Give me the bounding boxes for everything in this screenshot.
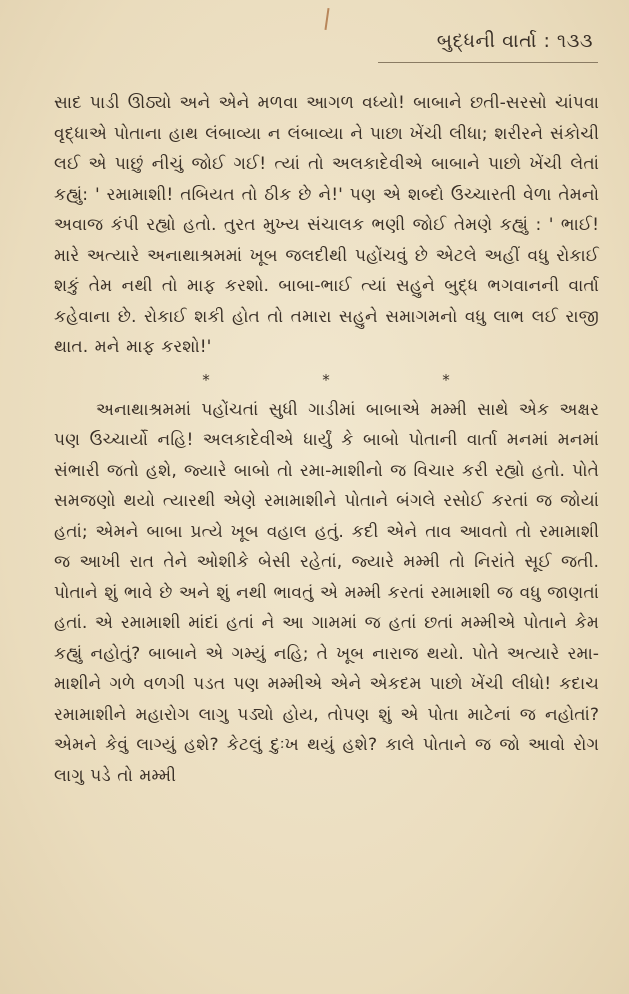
separator-star: * — [442, 370, 450, 389]
running-header: બુદ્ધની વાર્તા : ૧૩૩ — [436, 30, 593, 52]
ink-mark — [324, 8, 329, 30]
separator-star: * — [202, 370, 210, 389]
paragraph-continued: સાદ પાડી ઊઠ્યો અને એને મળવા આગળ વધ્યો! બાબાને છતી-સરસો ચાંપવા વૃદ્ધાએ પોતાના હાથ લંબાવ્યા ન લંબાવ્યા ને પાછા ખેંચી લીધા; શરીરને સંકોચી લઈ એ પાછું નીચું જોઈ ગઈ! ત્યાં તો અલકાદેવીએ બાબાને પાછો ખેંચી લેતાં કહ્યું: ' રમામાશી! તબિયત તો ઠીક છે ને!' પણ એ શબ્દો ઉચ્ચારતી વેળા તેમનો અવાજ કંપી રહ્યો હતો. તુરત મુખ્ય સંચાલક ભણી જોઈ તેમણે કહ્યું : ' ભાઈ! મારે અત્યારે અનાથાશ્રમમાં ખૂબ જલદીથી પહોંચવું છે એટલે અહીં વધુ રોકાઈ શકું તેમ નથી તો માફ કરશો. બાબા-ભાઈ ત્યાં સહુને બુદ્ધ ભગવાનની વાર્તા કહેવાના છે. રોકાઈ શકી હોત તો તમારા સહુને સમાગમનો વધુ લાભ લઈ રાજી થાત. મને માફ કરશો!' — [54, 93, 599, 357]
header-rule — [378, 62, 598, 63]
body-text — [54, 88, 599, 791]
paragraph: અનાથાશ્રમમાં પહોંચતાં સુધી ગાડીમાં બાબાએ મમ્મી સાથે એક અક્ષર પણ ઉચ્ચાર્યો નહિ! અલકાદેવીએ ધાર્યું કે બાબો પોતાની વાર્તા મનમાં મનમાં સંભારી જતો હશે, જ્યારે બાબો તો રમા-માશીનો જ વિચાર કરી રહ્યો હતો. પોતે સમજણો થયો ત્યારથી એણે રમામાશીને પોતાને બંગલે રસોઈ કરતાં જ જોયાં હતાં; એમને બાબા પ્રત્યે ખૂબ વહાલ હતું. કદી એને તાવ આવતો તો રમામાશી જ આખી રાત તેને ઓશીકે બેસી રહેતાં, જ્યારે મમ્મી તો નિરાંતે સૂઈ જતી. પોતાને શું ભાવે છે અને શું નથી ભાવતું એ મમ્મી કરતાં રમામાશી જ વધુ જાણતાં હતાં. એ રમામાશી માંદાં હતાં ને આ ગામમાં જ હતાં છતાં મમ્મીએ પોતાને કેમ કહ્યું નહોતું? બાબાને એ ગમ્યું નહિ; તે ખૂબ નારાજ થયો. પોતે અત્યારે રમા-માશીને ગળે વળગી પડત પણ મમ્મીએ એને એકદમ પાછો ખેંચી લીધો! કદાચ રમામાશીને મહારોગ લાગુ પડ્યો હોય, તોપણ શું એ પોતા માટેનાં જ નહોતાં? એમને કેવું લાગ્યું હશે? કેટલું દુઃખ થયું હશે? કાલે પોતાને જ જો આવો રોગ લાગુ પડે તો મમ્મી — [54, 399, 599, 786]
section-separator — [146, 365, 506, 395]
separator-star: * — [322, 370, 330, 389]
